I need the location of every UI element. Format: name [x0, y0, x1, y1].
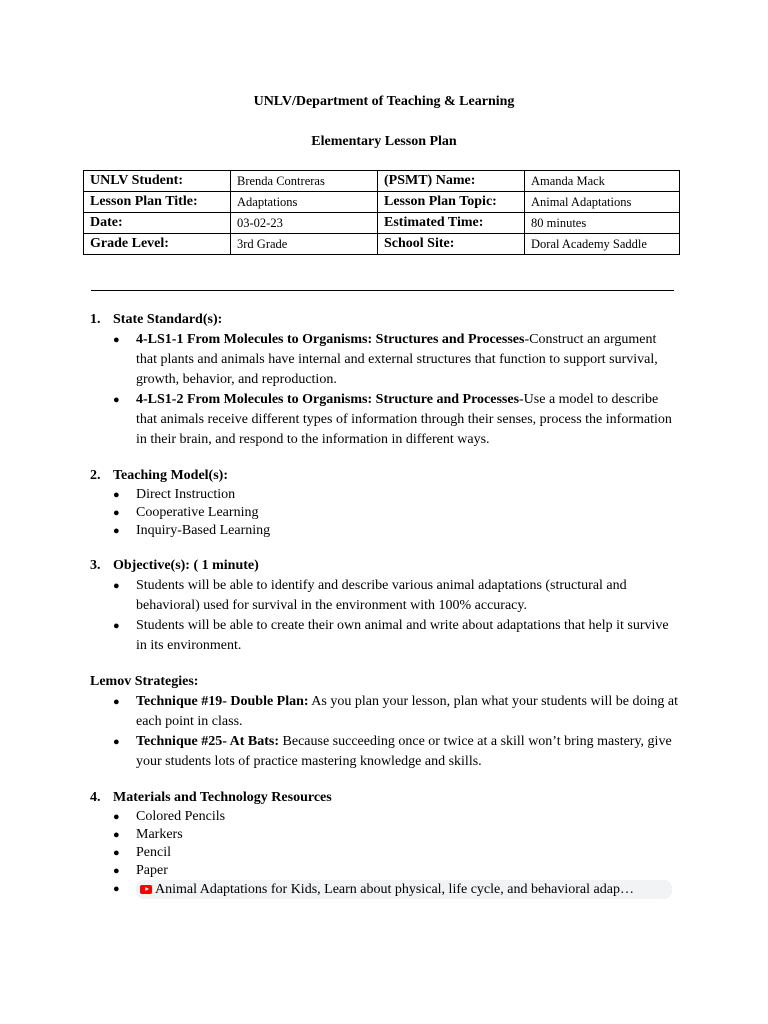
grade-level-label: Grade Level:: [84, 234, 231, 255]
bullet-icon: ●: [113, 829, 120, 841]
bullet-icon: ●: [113, 580, 120, 592]
bullet-icon: ●: [113, 865, 120, 877]
materials-list: [90, 808, 680, 899]
horizontal-divider: [91, 290, 674, 291]
section-objectives: [90, 556, 680, 576]
standard-code: 4-LS1-2 From Molecules to Organisms: Structure and Processes: [136, 392, 520, 407]
plan-topic-value: Animal Adaptations: [525, 192, 680, 213]
video-link-text: Animal Adaptations for Kids, Learn about physical, life cycle, and behavioral adap…: [155, 882, 634, 897]
section-number: 3.: [90, 558, 101, 573]
bullet-icon: ●: [113, 883, 120, 895]
list-item: ● Students will be able to create their own animal and write about adaptations that help it survive in its environment.: [113, 618, 669, 653]
list-item: ● Cooperative Learning: [113, 505, 259, 520]
list-item: ● Paper: [113, 863, 168, 878]
plan-title-value: Adaptations: [231, 192, 378, 213]
standard-text: -Use a model to describe that animals receive different types of information through their senses, process the information in their brain, and respond to the information in different ways.: [136, 392, 672, 447]
list-item: ● Students will be able to identify and describe various animal adaptations (structural and behavioral) used for survival in the environment with 100% accuracy.: [113, 578, 627, 613]
bullet-icon: ●: [113, 394, 120, 406]
section-materials: [90, 788, 680, 808]
bullet-icon: ●: [113, 847, 120, 859]
list-item: ● Colored Pencils: [113, 809, 226, 824]
standard-code: 4-LS1-1 From Molecules to Organisms: Structures and Processes: [136, 332, 525, 347]
youtube-video-link[interactable]: [136, 880, 672, 899]
section-teaching-models: [90, 466, 680, 486]
table-row: [84, 192, 680, 213]
section-number: 1.: [90, 312, 101, 327]
standard-text: -Construct an argument that plants and animals have internal and external structures that function to support survival, growth, behavior, and reproduction.: [136, 332, 658, 387]
bullet-icon: ●: [113, 696, 120, 708]
estimated-time-label: Estimated Time:: [378, 213, 525, 234]
list-item: [113, 732, 680, 772]
technique-name: Technique #19- Double Plan:: [136, 694, 309, 709]
plan-title-label: Lesson Plan Title:: [84, 192, 231, 213]
list-item: [113, 692, 680, 732]
estimated-time-value: 80 minutes: [525, 213, 680, 234]
school-site-value: Doral Academy Saddle: [525, 234, 680, 255]
psmt-value: Amanda Mack: [525, 171, 680, 192]
date-label: Date:: [84, 213, 231, 234]
technique-text: As you plan your lesson, plan what your students will be doing at each point in class.: [136, 694, 678, 729]
bullet-icon: ●: [113, 525, 120, 537]
lemov-list: [90, 692, 680, 772]
table-row: [84, 171, 680, 192]
bullet-icon: ●: [113, 811, 120, 823]
section-number: 2.: [90, 468, 101, 483]
date-value: 03-02-23: [231, 213, 378, 234]
standards-list: [90, 330, 680, 450]
lesson-content: [90, 310, 680, 899]
list-item: ● Direct Instruction: [113, 487, 236, 502]
bullet-icon: ●: [113, 507, 120, 519]
student-value: Brenda Contreras: [231, 171, 378, 192]
lesson-info-table: [83, 170, 680, 255]
objectives-list: [90, 576, 680, 656]
list-item: ● Inquiry-Based Learning: [113, 523, 271, 538]
section-number: 4.: [90, 790, 101, 805]
psmt-label: (PSMT) Name:: [378, 171, 525, 192]
list-item: [113, 880, 680, 899]
section-state-standards: [90, 310, 680, 330]
grade-level-value: 3rd Grade: [231, 234, 378, 255]
plan-topic-label: Lesson Plan Topic:: [378, 192, 525, 213]
list-item: [113, 330, 680, 390]
section-title: Materials and Technology Resources: [113, 790, 332, 805]
list-item: ● Markers: [113, 827, 183, 842]
section-lemov-strategies: Lemov Strategies:: [90, 674, 199, 689]
youtube-play-icon: [140, 885, 152, 894]
table-row: [84, 213, 680, 234]
list-item: ● Pencil: [113, 845, 171, 860]
student-label: UNLV Student:: [84, 171, 231, 192]
section-title: Objective(s): ( 1 minute): [113, 558, 259, 573]
bullet-icon: ●: [113, 489, 120, 501]
bullet-icon: ●: [113, 620, 120, 632]
technique-name: Technique #25- At Bats:: [136, 734, 280, 749]
bullet-icon: ●: [113, 736, 120, 748]
list-item: [113, 390, 680, 450]
department-heading: UNLV/Department of Teaching & Learning: [253, 94, 515, 109]
section-title: State Standard(s):: [113, 312, 223, 327]
table-row: [84, 234, 680, 255]
lesson-plan-heading: Elementary Lesson Plan: [311, 134, 457, 149]
bullet-icon: ●: [113, 334, 120, 346]
section-title: Teaching Model(s):: [113, 468, 228, 483]
technique-text: Because succeeding once or twice at a skill won’t bring mastery, give your students lots of practice mastering knowledge and skills.: [136, 734, 672, 769]
school-site-label: School Site:: [378, 234, 525, 255]
teaching-models-list: [90, 486, 680, 540]
